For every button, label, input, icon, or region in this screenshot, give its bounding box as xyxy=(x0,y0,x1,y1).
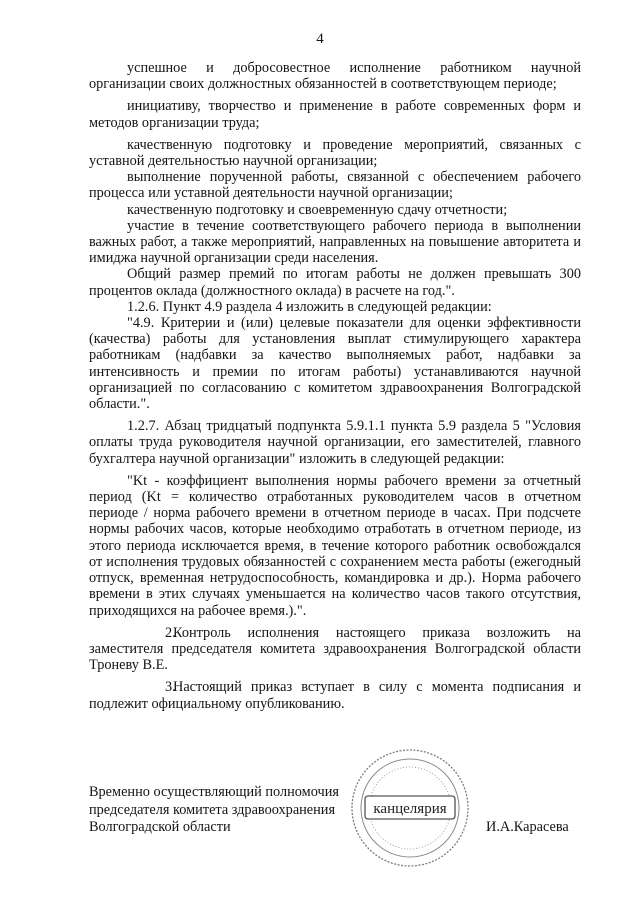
signatory-position-line-3: Волгоградской области xyxy=(89,819,231,835)
paragraph-criteria-reporting: качественную подготовку и своевременную сдачу отчетности; xyxy=(127,201,508,218)
paragraph-criteria-assigned-work: выполнение порученной работы, связанной с обеспечением рабочего процесса или уставной деятельности научной организации; xyxy=(89,169,581,202)
signatory-position-line-2: председателя комитета здравоохранения xyxy=(89,801,336,818)
paragraph-bonus-limit: Общий размер премий по итогам работы не должен превышать 300 процентов оклада (должностного оклада) в расчете на год.". xyxy=(89,266,581,299)
item-2 xyxy=(89,625,581,674)
stamp-label: канцелярия xyxy=(373,801,447,817)
paragraph-criteria-events: качественную подготовку и проведение мероприятий, связанных с уставной деятельностью научной организации; xyxy=(89,136,581,170)
signature-block xyxy=(89,784,339,837)
item-text: Контроль исполнения настоящего приказа возложить на заместителя председателя комитета здравоохранения Волгоградской области Троневу В.Е. xyxy=(89,624,581,674)
signatory-position-line-1: Временно осуществляющий полномочия xyxy=(89,784,339,800)
paragraph-criteria-initiative: инициативу, творчество и применение в работе современных форм и методов организации труда; xyxy=(89,98,581,131)
signatory-name: И.А.Карасева xyxy=(486,819,569,835)
item-3 xyxy=(89,679,581,711)
paragraph-kt-definition: "Kt - коэффициент выполнения нормы рабочего времени за отчетный период (Kt = количество отработанных руководителем часов в отчетном периоде / норма рабочего времени в отчетном периоде в часах. При подсчете нормы рабочих часов, которые необходимо отработать в отчетном периоде, из этого периода исключается время, в течение которого работник освобождался от исполнения трудовых обязанностей с сохранением места работы (ежегодный отпуск, временная нетрудоспособность, командировка и др.). Норма рабочего времени в этих случаях уменьшается на количество часов такого отсутствия, приходящихся на рабочее время.).". xyxy=(89,472,581,619)
office-stamp xyxy=(349,747,471,869)
item-text: Настоящий приказ вступает в силу с момента подписания и подлежит официальному опубликованию. xyxy=(89,679,581,712)
paragraph-criteria-success: успешное и добросовестное исполнение работником научной организации своих должностных обязанностей в соответствующем периоде; xyxy=(89,60,581,93)
paragraph-criteria-participation: участие в течение соответствующего рабочего периода в выполнении важных работ, а также мероприятий, направленных на повышение авторитета и имиджа научной организации среди населения. xyxy=(89,217,581,267)
document-body xyxy=(89,60,581,712)
paragraph-clause-1-2-6: 1.2.6. Пункт 4.9 раздела 4 изложить в следующей редакции: xyxy=(127,298,492,315)
paragraph-clause-1-2-7: 1.2.7. Абзац тридцатый подпункта 5.9.1.1 пункта 5.9 раздела 5 "Условия оплаты труда руководителя научной организации, его заместителей, главного бухгалтера научной организации" изложить в следующей редакции: xyxy=(89,418,581,467)
item-number: 2. xyxy=(165,624,176,641)
paragraph-clause-4-9: "4.9. Критерии и (или) целевые показатели для оценки эффективности (качества) работы для установления выплат стимулирующего характера работникам (надбавки за качество выполняемых работ, надбавки за интенсивность и премии по итогам работы) устанавливаются научной организацией по согласованию с комитетом здравоохранения Волгоградской области.". xyxy=(89,315,581,413)
item-number: 3. xyxy=(165,679,176,696)
page-number: 4 xyxy=(316,31,324,47)
